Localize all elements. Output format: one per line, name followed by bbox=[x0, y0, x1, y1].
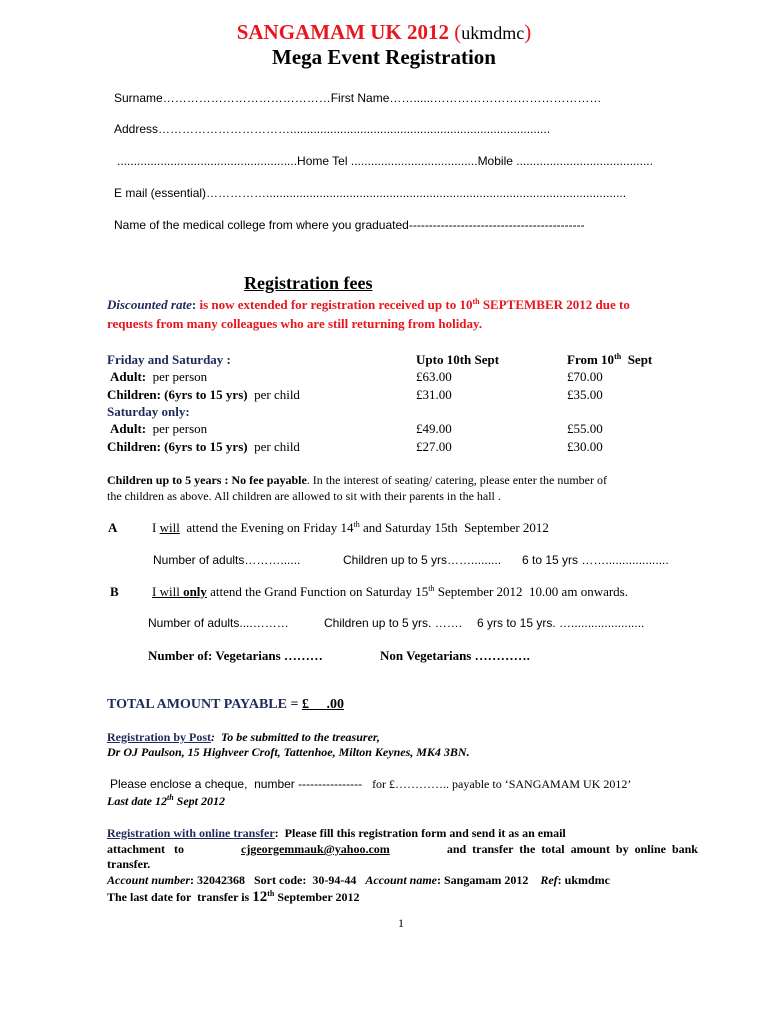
option-a-children5-field[interactable]: Children up to 5 yrs……......... bbox=[343, 553, 502, 567]
account-details bbox=[107, 873, 610, 888]
transfer-last-sup: th bbox=[267, 889, 275, 898]
so-child-label bbox=[107, 439, 300, 455]
college-field[interactable]: -------------------------------------------- bbox=[408, 218, 585, 232]
discount-line-2: requests from many colleagues who are still returning from holiday. bbox=[107, 316, 483, 331]
option-b-text-1: attend the Grand Function on Saturday 15 bbox=[206, 584, 429, 599]
non-vegetarians-field[interactable]: Non Vegetarians …………. bbox=[380, 648, 530, 663]
option-a-sup: th bbox=[353, 520, 360, 529]
fs-child-label bbox=[107, 387, 300, 403]
option-a-i: I bbox=[152, 520, 160, 535]
transfer-last-text-2: September 2012 bbox=[274, 890, 360, 904]
option-a-will: will bbox=[159, 520, 180, 535]
option-b-adults-field[interactable]: Number of adults....……… bbox=[148, 616, 289, 630]
discount-colon: : bbox=[191, 297, 197, 312]
option-a-adults-field[interactable]: Number of adults………...... bbox=[153, 553, 301, 567]
fs-adult-from: £70.00 bbox=[567, 369, 603, 384]
post-text: To be submitted to the treasurer, bbox=[215, 730, 380, 744]
so-adult-rest: per person bbox=[146, 421, 208, 436]
account-number-label: Account number bbox=[107, 873, 191, 887]
post-address: Dr OJ Paulson, 15 Highveer Croft, Tattenhoe, Milton Keynes, MK4 3BN. bbox=[107, 745, 470, 759]
email-field[interactable]: ……………............................................................................................................ bbox=[206, 186, 627, 200]
fs-adult-label bbox=[110, 369, 207, 385]
title-paren-open: ( bbox=[454, 20, 462, 44]
title-main: SANGAMAM UK 2012 bbox=[236, 20, 450, 44]
option-b-text bbox=[152, 584, 628, 600]
account-name-value: : Sangamam 2012 bbox=[437, 873, 541, 887]
friday-saturday-label: Friday and Saturday : bbox=[107, 352, 231, 367]
title-paren-close: ) bbox=[524, 20, 532, 44]
ref-label: Ref bbox=[540, 873, 558, 887]
saturday-only-label: Saturday only: bbox=[107, 404, 190, 419]
so-adult-label bbox=[110, 421, 207, 437]
post-last-date bbox=[107, 794, 225, 809]
option-a-letter: A bbox=[108, 520, 118, 535]
discount-text: is now extended for registration received up to 10 bbox=[196, 297, 473, 312]
fees-heading: Registration fees bbox=[244, 273, 373, 293]
option-b-sup: th bbox=[428, 584, 435, 593]
discount-sup: th bbox=[472, 297, 480, 306]
under5-bold: Children up to 5 years : No fee payable bbox=[107, 473, 307, 487]
column-header-from bbox=[567, 352, 652, 368]
first-name-field[interactable]: ……......…………………………………… bbox=[389, 91, 602, 105]
address-field[interactable]: …………………………….............................................................................. bbox=[158, 122, 551, 136]
option-a-text bbox=[152, 520, 549, 536]
option-a-children15-field[interactable]: 6 to 15 yrs ……................... bbox=[522, 553, 669, 567]
total-amount-field[interactable]: £ .00 bbox=[301, 697, 344, 712]
discount-label: Discounted rate bbox=[107, 297, 192, 312]
so-adult-bold: Adult: bbox=[110, 421, 147, 436]
online-line-1 bbox=[107, 826, 698, 841]
email-link[interactable]: cjgeorgemmauk@yahoo.com bbox=[241, 842, 390, 856]
mobile-field[interactable]: ......................................... bbox=[516, 154, 653, 168]
transfer-last-date bbox=[107, 889, 359, 906]
total-amount-line bbox=[107, 697, 344, 713]
online-colon: : bbox=[274, 826, 279, 840]
online-line-2 bbox=[107, 842, 698, 857]
online-label: Registration with online transfer bbox=[107, 826, 275, 840]
transfer-last-text: The last date for transfer is bbox=[107, 890, 253, 904]
address-label: Address bbox=[114, 122, 159, 136]
first-name-label: First Name bbox=[330, 91, 390, 105]
total-label: TOTAL AMOUNT PAYABLE = bbox=[107, 697, 302, 712]
option-b-letter: B bbox=[110, 584, 119, 599]
surname-line bbox=[114, 91, 601, 105]
ref-value: : ukmdmc bbox=[557, 873, 611, 887]
under5-note-1 bbox=[107, 473, 607, 488]
college-line bbox=[114, 218, 585, 232]
online-text-1: Please fill this registration form and send it as an email bbox=[278, 826, 566, 840]
so-adult-upto: £49.00 bbox=[416, 421, 452, 436]
option-b-only: only bbox=[183, 584, 207, 599]
document-subtitle: Mega Event Registration bbox=[272, 45, 496, 69]
under5-note-2: the children as above. All children are allowed to sit with their parents in the hall . bbox=[107, 489, 501, 503]
option-b-children15-field[interactable]: 6 yrs to 15 yrs. …...................... bbox=[477, 616, 645, 630]
post-last-date-text: Last date 12 bbox=[107, 794, 167, 808]
post-line-1 bbox=[107, 730, 380, 745]
transfer-last-num: 12 bbox=[252, 889, 268, 905]
so-child-bold: Children: (6yrs to 15 yrs) bbox=[107, 439, 248, 454]
col-from-text: From 10 bbox=[567, 352, 615, 367]
online-line-3: transfer. bbox=[107, 857, 151, 871]
address-line bbox=[114, 122, 550, 136]
discount-text-2: SEPTEMBER 2012 due to bbox=[479, 297, 630, 312]
option-b-children5-field[interactable]: Children up to 5 yrs. ……. bbox=[324, 616, 463, 630]
fs-child-from: £35.00 bbox=[567, 387, 603, 402]
online-text-2a: attachment to bbox=[107, 842, 184, 856]
title-org: ukmdmc bbox=[461, 23, 525, 43]
option-a-text-1: attend the Evening on Friday 14 bbox=[179, 520, 354, 535]
cheque-text: Please enclose a cheque, number ---------------- bbox=[110, 777, 373, 791]
document-title bbox=[0, 20, 768, 45]
so-adult-from: £55.00 bbox=[567, 421, 603, 436]
col-from-sup: th bbox=[614, 352, 622, 361]
address-line2-field[interactable]: ...................................................... bbox=[117, 154, 298, 168]
fs-child-upto: £31.00 bbox=[416, 387, 452, 402]
fs-child-bold: Children: (6yrs to 15 yrs) bbox=[107, 387, 248, 402]
fs-adult-rest: per person bbox=[146, 369, 208, 384]
so-child-rest: per child bbox=[247, 439, 300, 454]
phone-line bbox=[117, 154, 653, 168]
college-label: Name of the medical college from where you graduated bbox=[114, 218, 409, 232]
surname-field[interactable]: …………………………………… bbox=[162, 91, 331, 105]
account-number-value: : 32042368 Sort code: 30-94-44 bbox=[190, 873, 366, 887]
fs-adult-bold: Adult: bbox=[110, 369, 147, 384]
post-last-date-sup: th bbox=[167, 793, 174, 802]
page-number: 1 bbox=[398, 916, 404, 930]
discount-line-1 bbox=[107, 297, 630, 313]
fs-adult-upto: £63.00 bbox=[416, 369, 452, 384]
home-tel-field[interactable]: ...................................... bbox=[350, 154, 478, 168]
account-name-label: Account name bbox=[365, 873, 437, 887]
surname-label: Surname bbox=[114, 91, 163, 105]
fs-child-rest: per child bbox=[247, 387, 300, 402]
mobile-label: Mobile bbox=[477, 154, 513, 168]
home-tel-label: Home Tel bbox=[297, 154, 348, 168]
email-label: E mail (essential) bbox=[114, 186, 207, 200]
post-last-date-text-2: Sept 2012 bbox=[173, 794, 226, 808]
col-from-after: Sept bbox=[621, 352, 653, 367]
so-child-upto: £27.00 bbox=[416, 439, 452, 454]
column-header-upto: Upto 10th Sept bbox=[416, 352, 500, 367]
online-text-2b: and transfer the total amount by online bank bbox=[446, 842, 698, 856]
email-line bbox=[114, 186, 626, 200]
under5-text: . In the interest of seating/ catering, please enter the number of bbox=[306, 473, 607, 487]
post-colon: : bbox=[211, 730, 215, 744]
cheque-line bbox=[110, 777, 631, 792]
option-b-text-2: September 2012 10.00 am onwards. bbox=[434, 584, 628, 599]
option-a-text-2: and Saturday 15th September 2012 bbox=[359, 520, 549, 535]
option-b-i-will: I will bbox=[152, 584, 184, 599]
cheque-for-text: for £………….. payable to ‘SANGAMAM UK 2012’ bbox=[372, 777, 632, 791]
vegetarians-field[interactable]: Number of: Vegetarians ……… bbox=[148, 648, 323, 663]
post-label: Registration by Post bbox=[107, 730, 211, 744]
so-child-from: £30.00 bbox=[567, 439, 603, 454]
